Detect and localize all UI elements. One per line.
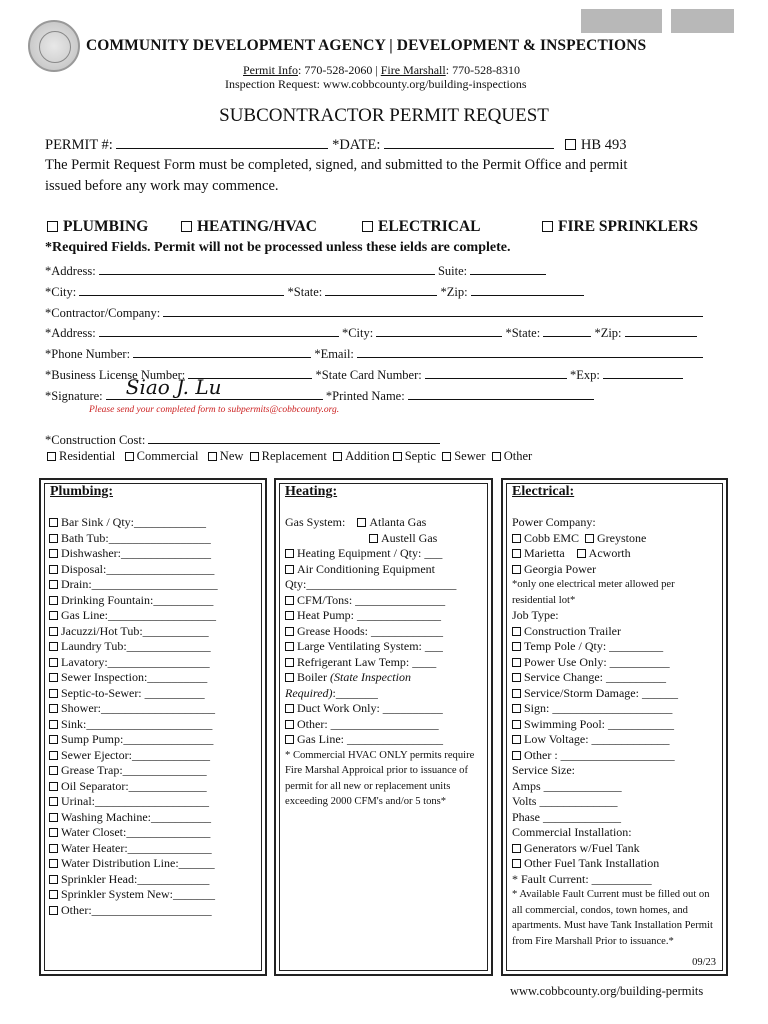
checkbox[interactable] xyxy=(512,720,521,729)
plumbing-item-label: Sewer Ejector:_____________ xyxy=(61,747,210,762)
power-company-label: Power Company: xyxy=(512,515,596,529)
service-size-label: Service Size: xyxy=(512,763,575,777)
plumbing-list xyxy=(49,515,218,918)
heating-equipment-item[interactable]: Heating Equipment / Qty: ___ xyxy=(285,546,485,562)
city2-field[interactable] xyxy=(376,324,502,337)
boiler-required: Required):_______ xyxy=(285,685,378,700)
volts-field[interactable]: Volts _____________ xyxy=(512,794,618,808)
job-type-item-label: Temp Pole / Qty: _________ xyxy=(524,639,664,653)
heating-item[interactable] xyxy=(285,701,485,717)
trade-fire-sprinklers[interactable]: FIRE SPRINKLERS xyxy=(542,218,698,236)
trade-heating[interactable]: HEATING/HVAC xyxy=(181,218,317,236)
fault-note: * Available Fault Current must be filled out on all commercial, condos, town homes, and apartments. Must have Tank Installation Permit from Fire Marshall Prior to issuance.* xyxy=(512,889,713,947)
marietta-option[interactable]: Marietta xyxy=(512,546,565,560)
state2-field[interactable] xyxy=(543,324,591,337)
plumbing-item[interactable] xyxy=(49,732,218,748)
plumbing-item[interactable] xyxy=(49,717,218,733)
heating-item[interactable] xyxy=(285,593,485,609)
other-fuel-option[interactable]: Other Fuel Tank Installation xyxy=(512,856,720,872)
hb493-label: HB 493 xyxy=(580,137,627,153)
checkbox[interactable] xyxy=(49,782,58,791)
boiler-item[interactable]: Boiler (State Inspection xyxy=(285,670,485,686)
checkbox[interactable] xyxy=(49,627,58,636)
commercial-installation-label: Commercial Installation: xyxy=(512,825,632,839)
checkbox[interactable] xyxy=(49,766,58,775)
form-title: SUBCONTRACTOR PERMIT REQUEST xyxy=(219,105,549,126)
plumbing-item[interactable] xyxy=(49,856,218,872)
plumbing-item[interactable] xyxy=(49,701,218,717)
plumbing-item[interactable] xyxy=(49,608,218,624)
work-type-septic[interactable]: Septic xyxy=(393,449,436,463)
cobb-emc-option[interactable]: Cobb EMC xyxy=(512,531,579,545)
checkbox[interactable] xyxy=(49,518,58,527)
work-type-commercial[interactable]: Commercial xyxy=(125,449,199,463)
plumbing-item[interactable] xyxy=(49,794,218,810)
license-row: *Business License Number: *State Card Number: *Exp: xyxy=(45,366,683,383)
heating-item[interactable] xyxy=(285,717,485,733)
work-type-new[interactable]: New xyxy=(208,449,244,463)
job-type-item[interactable] xyxy=(512,686,720,702)
job-type-item-label: Service/Storm Damage: ______ xyxy=(524,685,678,700)
checkbox[interactable] xyxy=(49,813,58,822)
greystone-option[interactable]: Greystone xyxy=(585,531,646,545)
job-type-label: Job Type: xyxy=(512,608,559,622)
plumbing-item[interactable] xyxy=(49,825,218,841)
plumbing-item-label: Oil Separator:_____________ xyxy=(61,778,207,793)
plumbing-item-label: Sprinkler System New:_______ xyxy=(61,887,215,901)
fire-sprinklers-checkbox[interactable] xyxy=(542,221,553,232)
checkbox[interactable] xyxy=(285,658,294,667)
checkbox[interactable] xyxy=(49,906,58,915)
intro-line-1: The Permit Request Form must be completed, signed, and submitted to the Permit Office and permit xyxy=(45,157,628,173)
plumbing-item-label: Gas Line:__________________ xyxy=(61,608,216,622)
zip-field[interactable] xyxy=(471,283,584,296)
heating-panel xyxy=(274,478,493,976)
footer-url[interactable]: www.cobbcounty.org/building-permits xyxy=(510,984,704,998)
heating-item[interactable] xyxy=(285,655,485,671)
trade-plumbing[interactable]: PLUMBING xyxy=(47,218,148,236)
address2-field[interactable] xyxy=(99,324,339,337)
checkbox[interactable] xyxy=(49,611,58,620)
permit-number-field[interactable] xyxy=(116,136,328,149)
checkbox[interactable] xyxy=(512,627,521,636)
job-type-item-label: Sign: ____________________ xyxy=(524,701,673,715)
atlanta-gas-checkbox[interactable] xyxy=(357,518,366,527)
address-field[interactable] xyxy=(99,262,435,275)
printed-name-field[interactable] xyxy=(408,387,594,400)
austell-gas-checkbox[interactable] xyxy=(369,534,378,543)
contractor-row: *Contractor/Company: xyxy=(45,304,703,321)
ac-qty-item: Qty:_________________________ xyxy=(285,577,457,591)
checkbox[interactable] xyxy=(512,751,521,760)
fire-marshal-value: : 770-528-8310 xyxy=(445,63,521,77)
county-seal-logo xyxy=(28,20,80,72)
meter-note: *only one electrical meter allowed per residential lot* xyxy=(512,579,675,606)
plumbing-title: Plumbing: xyxy=(50,484,114,499)
checkbox[interactable] xyxy=(49,720,58,729)
job-type-item[interactable] xyxy=(512,701,720,717)
job-type-item-label: Service Change: __________ xyxy=(524,670,666,684)
permit-info-label: Permit Info xyxy=(243,63,298,77)
plumbing-item[interactable] xyxy=(49,562,218,578)
heating-item-label: Heat Pump: ______________ xyxy=(297,608,441,622)
plumbing-item-label: Grease Trap:______________ xyxy=(61,763,207,777)
plumbing-item-label: Shower:___________________ xyxy=(61,701,215,715)
checkbox[interactable] xyxy=(49,673,58,682)
checkbox[interactable] xyxy=(512,704,521,713)
job-type-item[interactable] xyxy=(512,655,720,671)
phone-row: *Phone Number: *Email: xyxy=(45,345,703,362)
checkbox[interactable] xyxy=(512,658,521,667)
acworth-option[interactable]: Acworth xyxy=(577,546,631,560)
plumbing-item-label: Water Heater:______________ xyxy=(61,840,212,855)
work-type-residential[interactable]: Residential xyxy=(47,449,115,463)
fire-marshal-label: Fire Marshall xyxy=(380,63,446,77)
fault-current-field[interactable]: * Fault Current: __________ xyxy=(512,871,652,886)
hvac-note: * Commercial HVAC ONLY permits require Fire Marshal Approical prior to issuance of permit for all new or replacement units exceeding 2000 CFM's and/or 5 tons* xyxy=(285,749,475,807)
generators-option[interactable]: Generators w/Fuel Tank xyxy=(512,841,720,857)
contact-info xyxy=(243,63,520,78)
exp-field[interactable] xyxy=(603,366,683,379)
checkbox[interactable] xyxy=(285,720,294,729)
heating-item[interactable] xyxy=(285,608,485,624)
plumbing-item-label: Washing Machine:__________ xyxy=(61,809,212,824)
checkbox[interactable] xyxy=(285,596,294,605)
heating-item-label: Other: __________________ xyxy=(297,716,439,731)
georgia-power-option[interactable]: Georgia Power xyxy=(512,562,720,578)
work-type-addition[interactable]: Addition xyxy=(333,449,389,463)
plumbing-item[interactable] xyxy=(49,779,218,795)
checkbox[interactable] xyxy=(49,797,58,806)
signature-value: Siao J. Lu xyxy=(125,375,222,399)
checkbox[interactable] xyxy=(285,642,294,651)
phase-field[interactable]: Phase _____________ xyxy=(512,809,621,824)
electrical-panel xyxy=(501,478,728,976)
plumbing-item[interactable] xyxy=(49,872,218,888)
state-card-field[interactable] xyxy=(425,366,567,379)
permit-line xyxy=(45,136,626,154)
job-type-item[interactable] xyxy=(512,732,720,748)
address2-row: *Address: *City: *State: *Zip: xyxy=(45,324,697,341)
plumbing-item[interactable] xyxy=(49,546,218,562)
plumbing-item-label: Water Distribution Line:______ xyxy=(61,856,215,870)
plumbing-item[interactable] xyxy=(49,655,218,671)
plumbing-item-label: Lavatory:_________________ xyxy=(61,654,210,669)
heating-item-label: Gas Line: ________________ xyxy=(297,732,443,746)
job-type-item[interactable] xyxy=(512,748,720,764)
heating-list: Gas System: Atlanta Gas Austell Gas Heating Equipment / Qty: ___ Air Conditioning Equipment Qty:_________________________ CFM/Tons: _______________ Heat Pump: ______________ Grease Hoods: ____________ Large Ventilating System: ___ Refrigerant Law Temp: ____ Boiler (State Inspection Required):_______ Duct Work Only: __________ Other: __________________ Gas Line: ________________ * Commercial HVAC ONLY permits require Fire Marshal Approical prior to issuance of permit for all new or replacement units exceeding 2000 CFM's and/or 5 tons* xyxy=(285,515,485,810)
permit-number-label: PERMIT #: xyxy=(45,137,113,153)
amps-field[interactable]: Amps _____________ xyxy=(512,778,622,793)
address-row: *Address: Suite: xyxy=(45,262,546,279)
heating-title: Heating: xyxy=(285,484,338,499)
plumbing-item-label: Bar Sink / Qty:____________ xyxy=(61,515,207,529)
air-conditioning-item[interactable]: Air Conditioning Equipment xyxy=(285,562,485,578)
plumbing-item[interactable] xyxy=(49,515,218,531)
checkbox[interactable] xyxy=(49,875,58,884)
plumbing-item[interactable] xyxy=(49,686,218,702)
heating-item-label: CFM/Tons: _______________ xyxy=(297,592,446,607)
job-type-item-label: Power Use Only: __________ xyxy=(524,654,670,669)
plumbing-item[interactable] xyxy=(49,639,218,655)
plumbing-item-label: Septic-to-Sewer: __________ xyxy=(61,685,205,700)
permit-info-value: : 770-528-2060 | xyxy=(298,63,381,77)
job-type-item-label: Low Voltage: _____________ xyxy=(524,732,670,746)
phone-field[interactable] xyxy=(133,345,311,358)
state-field[interactable] xyxy=(325,283,437,296)
checkbox[interactable] xyxy=(49,890,58,899)
required-note: *Required Fields. Permit will not be processed unless these ields are complete. xyxy=(45,240,511,255)
plumbing-item-label: Other:____________________ xyxy=(61,902,212,917)
plumbing-item-label: Sprinkler Head:____________ xyxy=(61,871,210,886)
plumbing-item-label: Disposal:__________________ xyxy=(61,561,215,576)
city-row: *City: *State: *Zip: xyxy=(45,283,584,300)
checkbox[interactable] xyxy=(285,704,294,713)
checkbox[interactable] xyxy=(512,673,521,682)
checkbox[interactable] xyxy=(512,642,521,651)
plumbing-item-label: Drain:_____________________ xyxy=(61,577,218,591)
plumbing-item-label: Laundry Tub:______________ xyxy=(61,639,211,653)
checkbox[interactable] xyxy=(49,565,58,574)
work-type-sewer[interactable]: Sewer xyxy=(442,449,485,463)
intro-line-2: issued before any work may commence. xyxy=(45,178,279,194)
plumbing-item[interactable] xyxy=(49,624,218,640)
plumbing-item[interactable] xyxy=(49,593,218,609)
checkbox[interactable] xyxy=(49,859,58,868)
job-type-item[interactable] xyxy=(512,639,720,655)
construction-cost-row: *Construction Cost: xyxy=(45,431,440,448)
checkbox[interactable] xyxy=(49,704,58,713)
city-field[interactable] xyxy=(79,283,284,296)
checkbox[interactable] xyxy=(49,828,58,837)
electrical-list xyxy=(512,515,720,949)
job-type-item[interactable] xyxy=(512,624,720,640)
work-type-row xyxy=(47,449,532,464)
date-field[interactable] xyxy=(384,136,554,149)
plumbing-item-label: Urinal:___________________ xyxy=(61,794,209,808)
checkbox[interactable] xyxy=(49,844,58,853)
heating-item[interactable] xyxy=(285,732,485,748)
email-field[interactable] xyxy=(357,345,703,358)
suite-field[interactable] xyxy=(470,262,546,275)
plumbing-item[interactable] xyxy=(49,531,218,547)
gas-system-label: Gas System: xyxy=(285,515,346,529)
heating-item-label: Grease Hoods: ____________ xyxy=(297,623,443,638)
checkbox[interactable] xyxy=(49,642,58,651)
zip2-field[interactable] xyxy=(625,324,697,337)
plumbing-panel xyxy=(39,478,267,976)
plumbing-item[interactable] xyxy=(49,763,218,779)
plumbing-item-label: Dishwasher:_______________ xyxy=(61,546,211,560)
agency-title: COMMUNITY DEVELOPMENT AGENCY | DEVELOPMENT & INSPECTIONS xyxy=(86,37,647,54)
plumbing-item-label: Sink:_____________________ xyxy=(61,716,213,731)
date-label: *DATE: xyxy=(332,137,381,153)
trade-electrical[interactable]: ELECTRICAL xyxy=(362,218,481,236)
work-type-replacement[interactable]: Replacement xyxy=(250,449,327,463)
job-type-item[interactable] xyxy=(512,717,720,733)
checkbox[interactable] xyxy=(49,751,58,760)
heating-item-label: Duct Work Only: __________ xyxy=(297,701,443,715)
plumbing-item[interactable] xyxy=(49,748,218,764)
checkbox[interactable] xyxy=(49,549,58,558)
plumbing-item-label: Sump Pump:_______________ xyxy=(61,732,214,746)
plumbing-item-label: Sewer Inspection:__________ xyxy=(61,670,208,684)
work-type-other[interactable]: Other xyxy=(492,449,532,463)
construction-cost-field[interactable] xyxy=(148,431,440,444)
plumbing-item[interactable] xyxy=(49,903,218,919)
checkbox[interactable] xyxy=(49,658,58,667)
plumbing-item[interactable] xyxy=(49,887,218,903)
plumbing-item[interactable] xyxy=(49,577,218,593)
electrical-checkbox[interactable] xyxy=(362,221,373,232)
heating-item[interactable] xyxy=(285,639,485,655)
electrical-title: Electrical: xyxy=(512,484,575,499)
checkbox[interactable] xyxy=(49,596,58,605)
checkbox[interactable] xyxy=(285,611,294,620)
job-type-item-label: Construction Trailer xyxy=(524,623,622,638)
plumbing-item-label: Water Closet:______________ xyxy=(61,825,211,839)
checkbox[interactable] xyxy=(285,627,294,636)
plumbing-item[interactable] xyxy=(49,670,218,686)
form-version: 09/23 xyxy=(692,957,716,968)
heating-item-label: Refrigerant Law Temp: ____ xyxy=(297,654,437,669)
contractor-field[interactable] xyxy=(163,304,703,317)
plumbing-checkbox[interactable] xyxy=(47,221,58,232)
signature-row: *Signature: Siao J. Lu *Printed Name: xyxy=(45,387,594,404)
plumbing-item[interactable] xyxy=(49,841,218,857)
plumbing-item-label: Bath Tub:_________________ xyxy=(61,530,211,545)
job-type-item-label: Other : ___________________ xyxy=(524,747,675,762)
checkbox[interactable] xyxy=(285,735,294,744)
heating-item-label: Large Ventilating System: ___ xyxy=(297,639,443,653)
checkbox[interactable] xyxy=(49,534,58,543)
plumbing-item-label: Drinking Fountain:__________ xyxy=(61,592,214,607)
checkbox[interactable] xyxy=(49,689,58,698)
checkbox[interactable] xyxy=(512,689,521,698)
heating-checkbox[interactable] xyxy=(181,221,192,232)
hb493-checkbox[interactable] xyxy=(565,139,576,150)
send-note: Please send your completed form to subpermits@cobbcounty.org. xyxy=(89,405,340,415)
toolbar-button-1[interactable] xyxy=(581,9,662,33)
toolbar-button-2[interactable] xyxy=(671,9,734,33)
plumbing-item-label: Jacuzzi/Hot Tub:___________ xyxy=(61,623,209,638)
plumbing-item[interactable] xyxy=(49,810,218,826)
job-type-item[interactable] xyxy=(512,670,720,686)
checkbox[interactable] xyxy=(512,735,521,744)
job-type-item-label: Swimming Pool: ___________ xyxy=(524,716,675,731)
inspection-request: Inspection Request: www.cobbcounty.org/building-inspections xyxy=(225,77,527,91)
heating-item[interactable] xyxy=(285,624,485,640)
checkbox[interactable] xyxy=(49,735,58,744)
checkbox[interactable] xyxy=(49,580,58,589)
